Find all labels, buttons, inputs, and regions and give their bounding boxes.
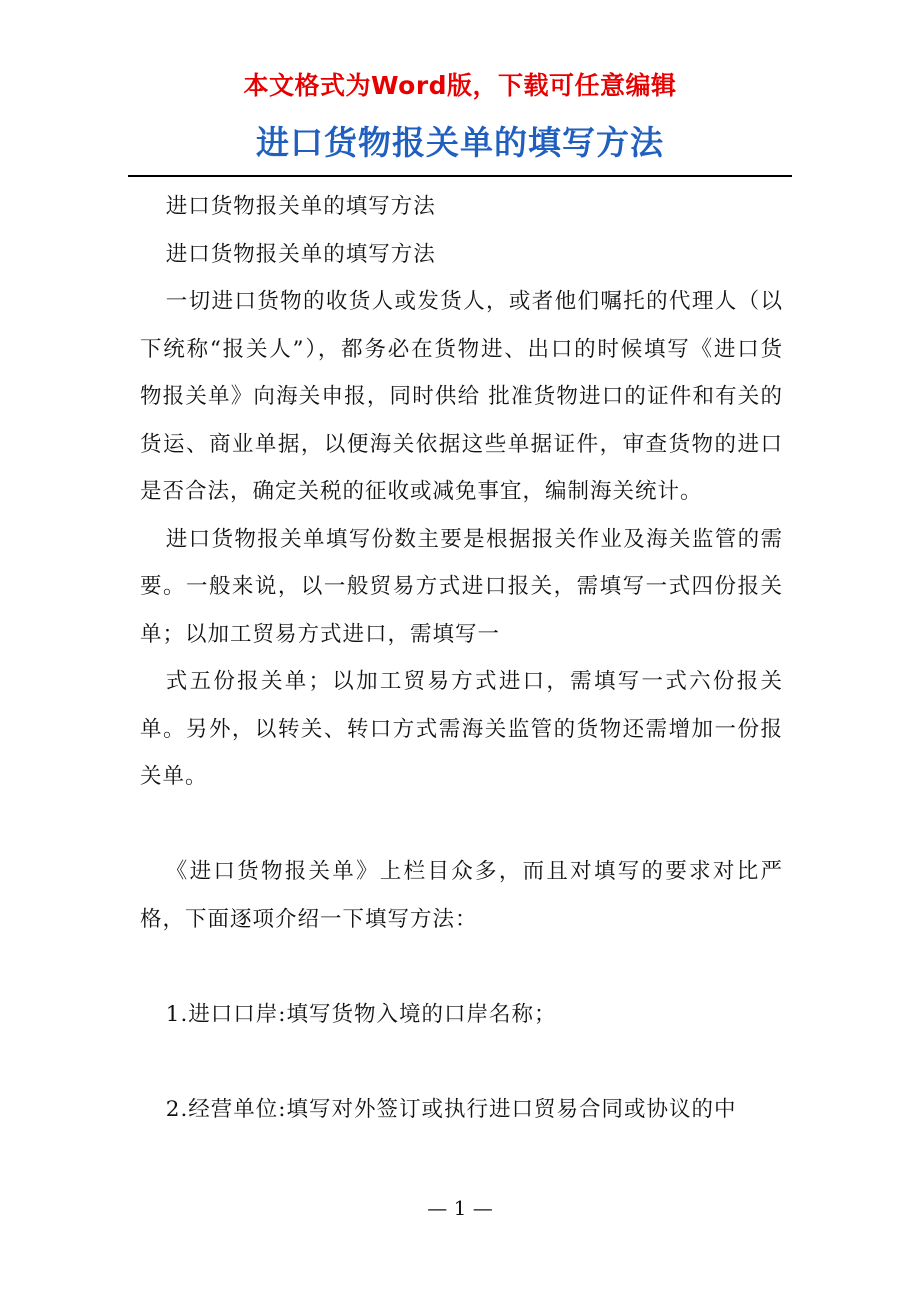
title-divider [128, 175, 792, 177]
body-paragraph: 式五份报关单；以加工贸易方式进口，需填写一式六份报关单。另外，以转关、转口方式需海关监管的货物还需增加一份报关单。 [140, 669, 783, 789]
body-paragraph: 进口货物报关单填写份数主要是根据报关作业及海关监管的需要。一般来说，以一般贸易方式进口报关，需填写一式四份报关单；以加工贸易方式进口，需填写一 [140, 526, 783, 647]
body-paragraph: 进口货物报关单的填写方法 [165, 241, 436, 267]
list-item: 2.经营单位:填写对外签订或执行进口贸易合同或协议的中 [165, 1096, 737, 1122]
body-paragraph: 进口货物报关单的填写方法 [165, 194, 436, 219]
download-notice-banner: 本文格式为Word版，下载可任意编辑 [243, 71, 677, 100]
body-paragraph: 一切进口货物的收货人或发货人，或者他们嘱托的代理人（以下统称“报关人”），都务必在货物进、出口的时候填写《进口货物报关单》向海关申报，同时供给 批准货物进口的证件和有关的货运、商业单据，以便海关依据这些单据证件，审查货物的进口是否合法，确定关税的征收或减免事宜，编制海关统计。 [140, 289, 783, 504]
list-item: 1.进口口岸:填写货物入境的口岸名称； [165, 1001, 557, 1027]
body-paragraph: 《进口货物报关单》上栏目众多，而且对填写的要求对比严格，下面逐项介绍一下填写方法： [140, 859, 783, 932]
document-title: 进口货物报关单的填写方法 [256, 123, 664, 162]
document-body [140, 183, 783, 1133]
page-number: — 1 — [427, 1196, 493, 1220]
